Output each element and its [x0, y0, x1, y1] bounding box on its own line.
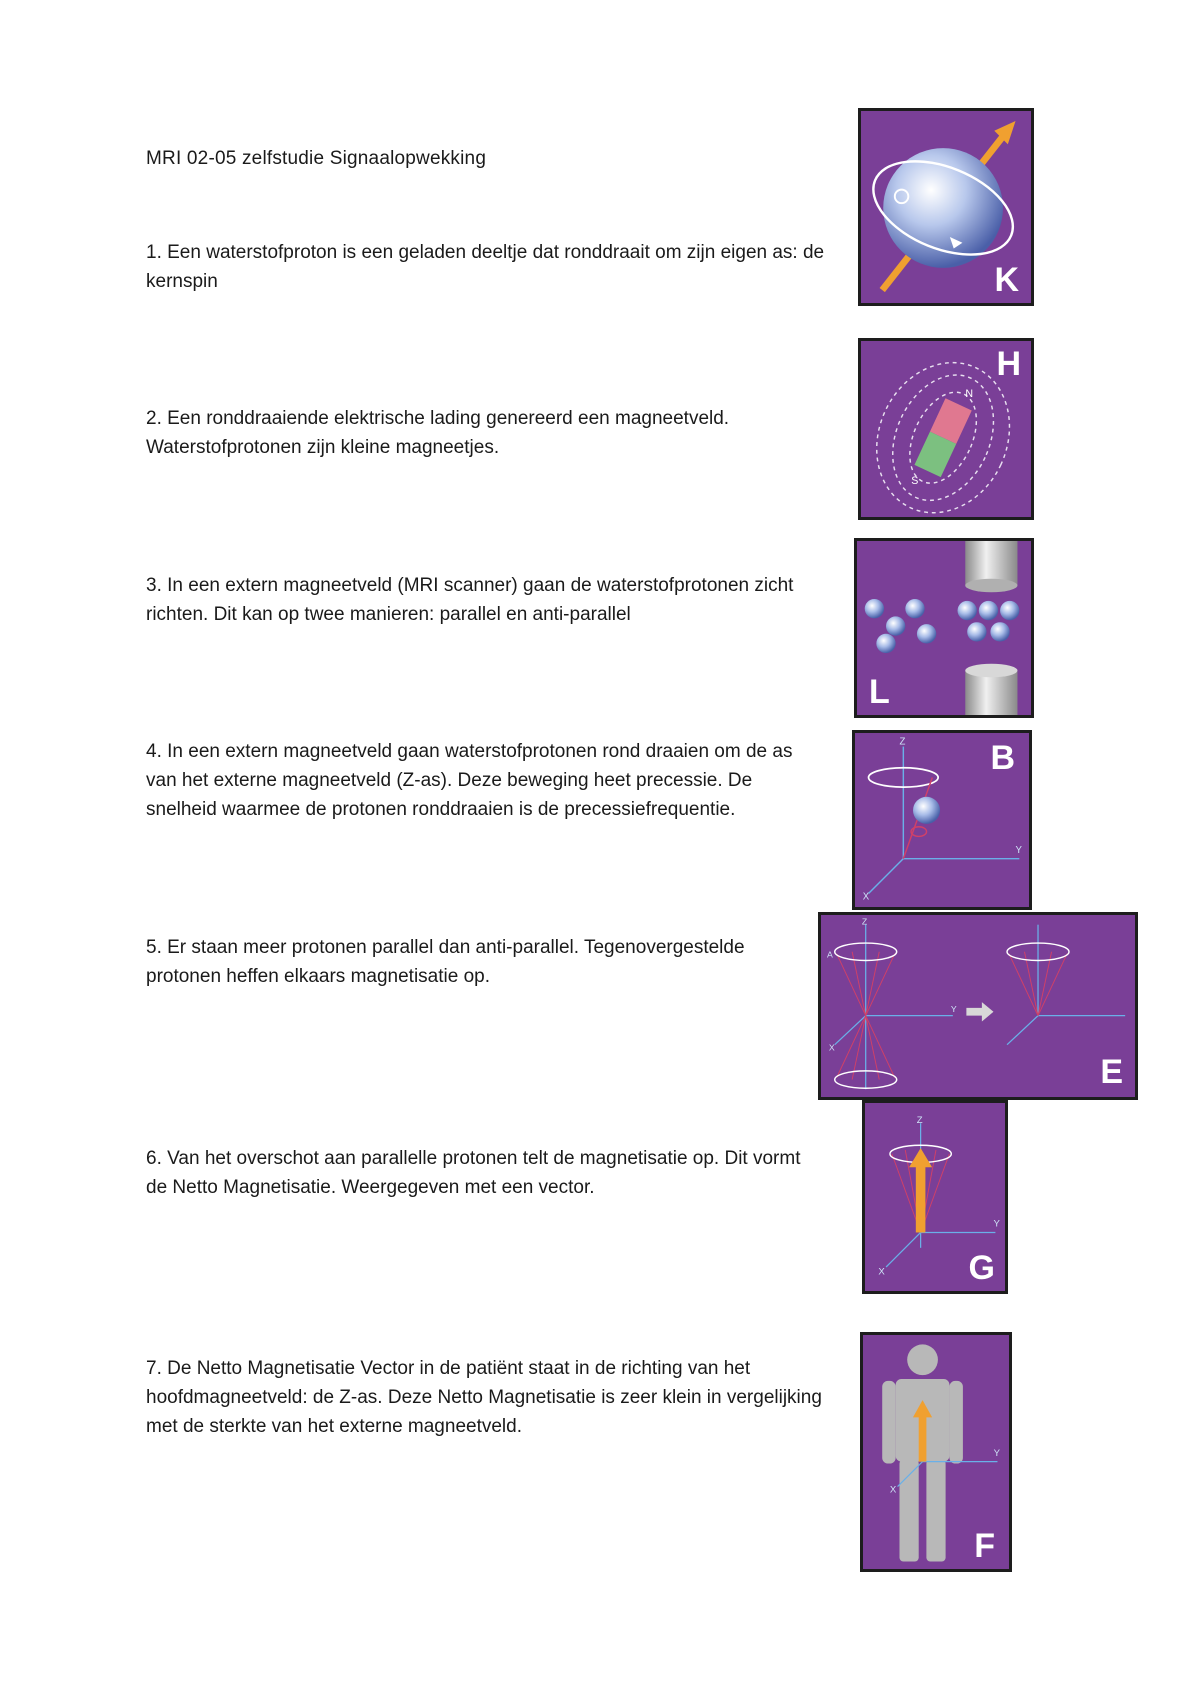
- paragraph-2: [146, 404, 826, 462]
- axis-y-label: Y: [993, 1218, 1000, 1230]
- figure-e-net-parallel: [818, 912, 1138, 1100]
- axis-y-label: Y: [993, 1447, 1001, 1459]
- figure-b-precession: [852, 730, 1032, 910]
- figure-letter: K: [994, 261, 1019, 299]
- paragraph-number: 5.: [146, 937, 162, 958]
- paragraph-text: Een ronddraaiende elektrische lading genereerd een magneetveld. Waterstofprotonen zijn kleine magneetjes.: [146, 408, 730, 458]
- axis-y-label: Y: [1015, 844, 1022, 856]
- figure-letter: L: [869, 673, 890, 711]
- proton-sphere: [913, 797, 940, 824]
- aligned-protons: [958, 601, 1020, 642]
- paragraph-text: In een extern magneetveld (MRI scanner) gaan de waterstofprotonen zicht richten. Dit kan op twee manieren: parallel en anti-parallel: [146, 575, 794, 625]
- paragraph-number: 2.: [146, 408, 162, 429]
- figure-f-patient: [860, 1332, 1012, 1572]
- figure-k-kernspin: [858, 108, 1034, 306]
- paragraph-5: [146, 933, 796, 991]
- paragraph-text: Een waterstofproton is een geladen deeltje dat ronddraait om zijn eigen as: de kernspin: [146, 242, 825, 292]
- paragraph-number: 3.: [146, 575, 162, 596]
- figure-h-magnet: [858, 338, 1034, 520]
- paragraph-text: In een extern magneetveld gaan waterstofprotonen rond draaien om de as van het externe magneetveld (Z-as). Deze beweging heet precessie. De snelheid waarmee de protonen ronddraaien is de precessiefrequentie.: [146, 741, 793, 820]
- right-axes: [1007, 925, 1125, 1045]
- paragraph-6: [146, 1144, 826, 1202]
- figure-letter: F: [974, 1527, 995, 1565]
- paragraph-number: 6.: [146, 1148, 162, 1169]
- figure-l-alignment: [854, 538, 1034, 718]
- axis-z-label: Z: [916, 1115, 923, 1127]
- axis-x-label: X: [862, 891, 870, 903]
- net-vector-arrowhead: [909, 1148, 932, 1167]
- parallel-antiparallel-illustration: [821, 915, 1135, 1097]
- paragraph-text: Van het overschot aan parallelle protonen telt de magnetisatie op. Dit vormt de Netto Magnetisatie. Weergegeven met een vector.: [146, 1148, 801, 1198]
- paragraph-text: Er staan meer protonen parallel dan anti-parallel. Tegenovergestelde protonen heffen elkaars magnetisatie op.: [146, 937, 745, 987]
- paragraph-3: [146, 571, 826, 629]
- document-title: MRI 02-05 zelfstudie Signaalopwekking: [146, 148, 487, 169]
- random-protons: [865, 599, 937, 653]
- coordinate-axes: [886, 1123, 995, 1267]
- paragraph-1: [146, 238, 826, 296]
- figure-g-net-magnetisation: [862, 1100, 1008, 1294]
- figure-letter: B: [990, 739, 1015, 777]
- figure-letter: E: [1100, 1053, 1123, 1091]
- south-label: S: [911, 475, 919, 488]
- bar-magnet: [914, 398, 971, 477]
- figure-letter: H: [996, 345, 1021, 383]
- net-vector-shaft: [919, 1414, 927, 1462]
- paragraph-number: 7.: [146, 1358, 162, 1379]
- axis-z-label: Z: [861, 916, 868, 927]
- a-label: A: [826, 949, 833, 960]
- axis-y-label: Y: [950, 1003, 957, 1014]
- paragraph-number: 4.: [146, 741, 162, 762]
- net-vector-shaft: [916, 1163, 926, 1232]
- paragraph-4: [146, 737, 826, 824]
- paragraph-7: [146, 1354, 826, 1441]
- left-axes: [835, 925, 953, 1090]
- axis-x-label: X: [878, 1266, 885, 1278]
- transition-arrow: [966, 1002, 993, 1021]
- paragraph-number: 1.: [146, 242, 162, 263]
- paragraph-text: De Netto Magnetisatie Vector in de patiënt staat in de richting van het hoofdmagneetveld: de Z-as. Deze Netto Magnetisatie is zeer klein in vergelijking met de sterkte van het externe magneetveld.: [146, 1358, 822, 1437]
- north-label: N: [965, 388, 973, 401]
- axis-z-label: Z: [899, 736, 906, 748]
- figure-letter: G: [968, 1249, 995, 1287]
- axis-x-label: X: [889, 1484, 897, 1496]
- axis-x-label: X: [828, 1042, 835, 1053]
